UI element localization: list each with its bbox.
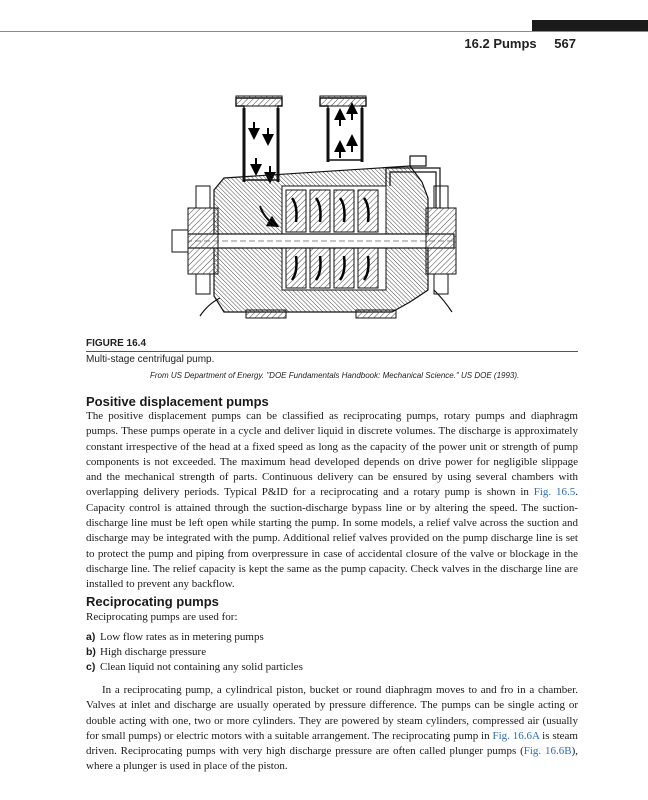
para2 [86,683,578,775]
para2-text-c: ), where a plunger is used in place of the piston. [86,745,578,773]
section-title: 16.2 Pumps [464,36,537,51]
para2-text-b: is steam driven. Reciprocating pumps with very high discharge pressure are often called plunger pumps ( [86,729,578,758]
header-rule [0,31,648,32]
uses-list [86,630,578,675]
figure-source: From US Department of Energy. "DOE Fundamentals Handbook: Mechanical Science." US DOE (1993). [150,371,520,380]
list-item [86,660,578,675]
discharge-nozzle [320,96,366,162]
para1-text-a: The positive displacement pumps can be classified as reciprocating pumps, rotary pumps and diaphragm pumps. These pumps operate in a cycle and deliver liquid in discrete volumes. The discharge is approximately constant irrespective of the head at a fixed speed as long as the capacity of the power unit or strength of pump components is not exceeded. The maximum head developed depends on drive power for negligible slippage and the mechanical strength of parts. Continuous delivery can be ensured by using several chambers with overlapping delivery periods. Typical P&ID for a reciprocating and a rotary pump is shown in [86,410,578,499]
list-text: Clean liquid not containing any solid particles [100,661,303,673]
paragraph-reciprocating [86,683,578,775]
heading-positive-displacement: Positive displacement pumps [86,394,269,409]
list-item [86,630,578,645]
list-marker: a) [86,631,96,643]
pump-illustration [160,90,480,338]
list-marker: c) [86,661,96,673]
header-bar [532,20,648,31]
figure-caption: Multi-stage centrifugal pump. [86,354,215,365]
link-fig-16-6b[interactable]: Fig. 16.6B [523,745,572,758]
reciprocating-intro: Reciprocating pumps are used for: [86,611,238,623]
list-item [86,645,578,660]
running-head [464,36,576,51]
suction-nozzle [236,96,282,182]
para1-text-b: . Capacity control is attained through the suction-discharge bypass line or by altering the speed. The suction-discharge line must be left open while starting the pump. In some models, a relief valve across the suction and discharge may be integrated with the pump. Additional relief valves provided on the pump discharge line is set to protect the pump and piping from overpressure in case of accidental closure of the valve or blockage in the discharge line. The relief capacity is kept the same as the pump capacity. Check valves in the discharge line are installed to prevent any backflow. [86,486,578,591]
link-fig-16-6a[interactable]: Fig. 16.6A [492,729,540,742]
para2-text-a: In a reciprocating pump, a cylindrical piston, bucket or round diaphragm moves to and fro in a chamber. Valves at inlet and discharge are usually operated by pressure difference. The pumps can be single acting or double acting with one, two or more cylinders. They are powered by steam cylinders, compressed air (usually for small pumps) or electric motors with a suitable arrangement. The reciprocating pump in [86,684,578,742]
list-marker: b) [86,646,96,658]
link-fig-16-5[interactable]: Fig. 16.5 [533,486,576,499]
list-text: High discharge pressure [100,646,207,658]
list-text: Low flow rates as in metering pumps [100,631,264,643]
figure-label: FIGURE 16.4 [86,338,147,349]
heading-reciprocating: Reciprocating pumps [86,594,219,609]
figure-rule [86,351,578,352]
page-number: 567 [554,36,576,51]
paragraph-positive-displacement [86,409,578,593]
